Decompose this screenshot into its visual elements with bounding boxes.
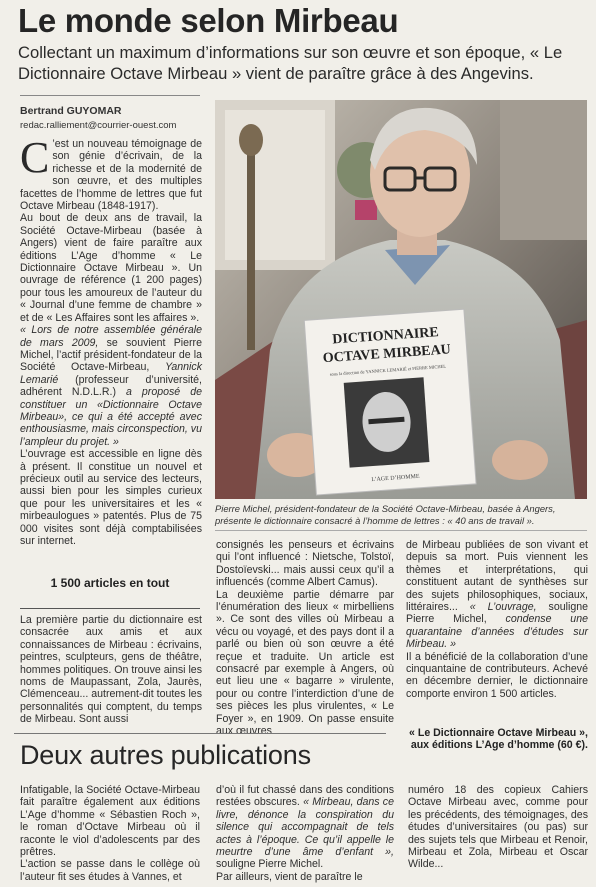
book-subtitle: sous la direction de YANNICK LEMARIÉ et PIERRE MICHEL — [329, 363, 447, 377]
column-1-top — [20, 133, 202, 547]
photo-caption: Pierre Michel, président-fondateur de la Société Octave-Mirbeau, basée à Angers, présente le dictionnaire consacré à l’homme de lettres : « 40 ans de travail ». — [215, 503, 556, 526]
caption-rule — [215, 530, 587, 531]
byline-email[interactable]: redac.ralliement@courrier-ouest.com — [20, 120, 177, 131]
col3-paragraph-1: de Mirbeau publiées de son vivant et depuis sa mort. Puis viennent les thèmes et interprétations, qui constituent autant de synthèses sur des sujets philosophiques, sociaux, littéraires... « L’ouvrage, souligne Pierre Michel, condense une quarantaine d’années d’études sur Mirbeau. » — [406, 539, 589, 651]
column-2 — [216, 539, 394, 738]
section-2-column-2 — [216, 784, 394, 883]
col1-paragraph-4: L’ouvrage est accessible en ligne dès à présent. Il constitue un nouvel et précieux outil au service des lecteurs, aussi bien pour les simples curieux que pour les universitaires et les « mirbeaulogues » patentés. Plus de 75 000 visites sont déjà comptabilisées sur internet. — [20, 448, 202, 547]
column-3 — [406, 539, 588, 700]
col3-paragraph-2: Il a bénéficié de la collaboration d’une cinquantaine de contributeurs. Achevé en décembre dernier, le dictionnaire comporte environ 1 500 articles. — [406, 650, 588, 700]
article-deck: Collectant un maximum d’informations sur son œuvre et son époque, « Le Dictionnaire Octave Mirbeau » vient de paraître grâce à des Angevins. — [18, 43, 563, 83]
col2-paragraph-2: La deuxième partie démarre par l’énumération des lieux « mirbelliens ». Ce sont des villes où Mirbeau a vécu ou voyagé, et des pays dont il a parlé ou bien où son œuvre a été reçue et traduite. Un article est consacré par exemple à Angers, où eut lieu une « bagarre » virulente, pour ou contre l’interdiction d’une de ses pièces les plus virulentes, « Le Foyer », en 1909. On passe ensuite aux œuvres — [216, 588, 394, 738]
col1-paragraph-2: Au bout de deux ans de travail, la Société Octave-Mirbeau (basée à Angers) vient de faire paraître aux éditions L’Age d’homme « Le Dictionnaire Octave Mirbeau ». Un ouvrage de référence (1 200 pages) pour tous les amoureux de l’auteur du « Journal d’une femme de chambre » et de « Les Affaires sont les affaires ». — [20, 212, 202, 324]
section-rule — [14, 733, 386, 734]
photo-illustration — [215, 100, 587, 499]
book-publisher: L’AGE D’HOMME — [371, 473, 420, 484]
photo-pierre-michel — [215, 100, 587, 499]
column-1-bottom — [20, 614, 202, 726]
sec2-paragraph-1: Infatigable, la Société Octave-Mirbeau fait paraître également aux éditions L’Age d’homme « Sébastien Roch », le roman d’Octave Mirbeau où il raconte le viol d’adolescents par des prêtres. — [20, 784, 200, 859]
headline: Le monde selon Mirbeau — [18, 2, 399, 39]
byline-author: Bertrand GUYOMAR — [20, 105, 122, 117]
section-2-title: Deux autres publications — [20, 740, 311, 770]
subhead-1500-articles: 1 500 articles en tout — [50, 576, 170, 590]
col2-paragraph-1: consignés les penseurs et écrivains qui l’ont influencé : Nietsche, Tolstoï, Dostoïevski... mais aussi ceux qu’il a influencés (comme Albert Camus). — [216, 539, 394, 589]
drop-cap: C — [20, 133, 50, 182]
book-credit: « Le Dictionnaire Octave Mirbeau », aux éditions L’Age d’homme (60 €). — [409, 727, 588, 752]
sec2-paragraph-2: L’action se passe dans le collège où l’auteur fit ses études à Vannes, et — [20, 858, 200, 883]
section-2-column-3 — [408, 784, 588, 871]
section-2-column-1 — [20, 784, 200, 883]
sec2-paragraph-5: numéro 18 des copieux Cahiers Octave Mirbeau avec, comme pour les précédents, des témoignages, des études d’universitaires (ou pas) sur des sujets tels que Mirbeau et Renoir, Mirbeau et Zola, Mirbeau et Oscar Wilde... — [408, 784, 588, 871]
sec2-paragraph-4: Par ailleurs, vient de paraître le — [216, 870, 363, 883]
book-title-line1: DICTIONNAIRE — [331, 325, 440, 348]
book-title-line2: OCTAVE MIRBEAU — [322, 342, 452, 367]
byline-rule — [20, 95, 200, 96]
subhead-rule — [20, 608, 200, 609]
col1-paragraph-5: La première partie du dictionnaire est consacrée aux amis et aux connaissances de Mirbeau : écrivains, peintres, sculpteurs, gens de théâtre, hommes politiques. On trouve ainsi les noms de Maupassant, Zola, Jaurès, Clémenceau... autrement-dit toutes les personnalités qui comptent, du temps de Mirbeau. Sont aussi — [20, 614, 202, 726]
col1-paragraph-1: C ’est un nouveau témoignage de son génie d’écrivain, de la richesse et de la modernité de son œuvre, et des multiples facettes de l’homme de lettres que fut Octave Mirbeau (1848-1917). — [20, 133, 202, 213]
col1-paragraph-3: « Lors de notre assemblée générale de mars 2009, se souvient Pierre Michel, l’actif président-fondateur de la Société Octave-Mirbeau, Yannick Lemarié (professeur d’université, adhérent N.D.L.R.) a proposé de constituer un «Dictionnaire Octave Mirbeau», ce qui a été accepté avec enthousiasme, mais circonspection, vu l’ampleur du projet. » — [20, 324, 202, 448]
sec2-paragraph-3: d’où il fut chassé dans des conditions restées obscures. « Mirbeau, dans ce livre, dénonce la conspiration du silence qui accompagnait de tels actes à l’époque. Ce qu’il appelle le meurtre d’une âme d’enfant », souligne Pierre Michel. — [216, 784, 394, 871]
